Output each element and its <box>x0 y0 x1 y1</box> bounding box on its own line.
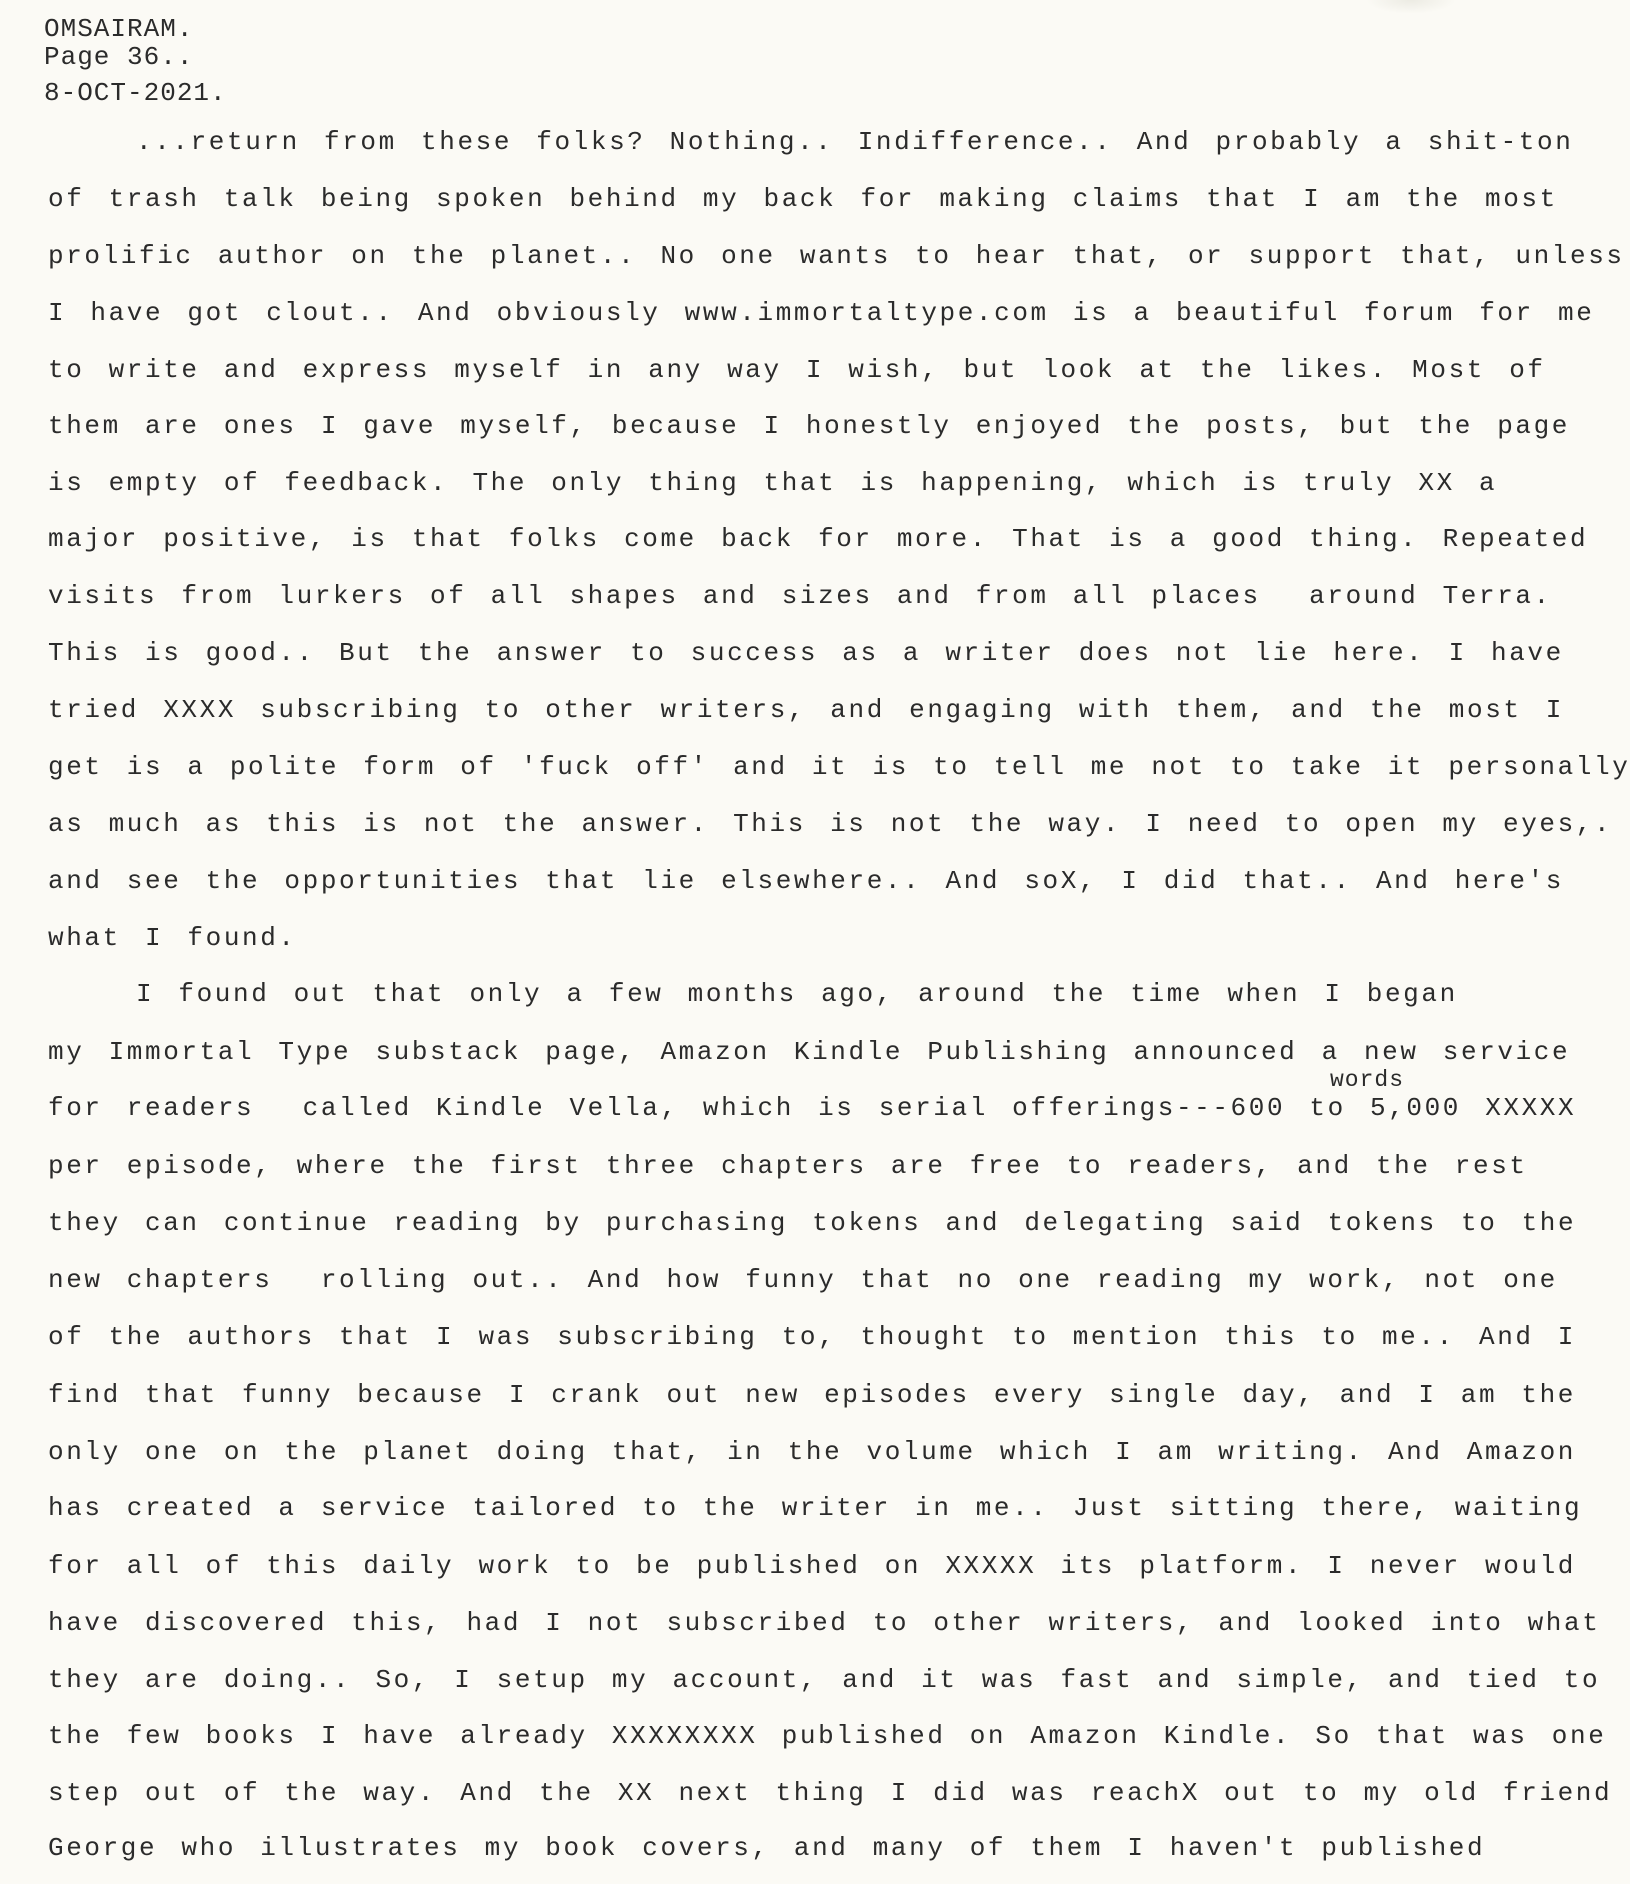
text-line: I found out that only a few months ago, around the time when I began <box>136 979 1458 1009</box>
text-line: visits from lurkers of all shapes and sizes and from all places around Terra. <box>48 581 1552 611</box>
text-line: for readers called Kindle Vella, which is serial offerings---600 to 5,000 XXXXX <box>48 1093 1577 1123</box>
text-line: George who illustrates my book covers, and many of them I haven't published <box>48 1833 1486 1863</box>
text-line: I have got clout.. And obviously www.immortaltype.com is a beautiful forum for me <box>48 298 1595 328</box>
text-line: find that funny because I crank out new episodes every single day, and I am the <box>48 1380 1576 1410</box>
text-line: per episode, where the first three chapters are free to readers, and the rest <box>48 1151 1528 1181</box>
text-line: and see the opportunities that lie elsewhere.. And soX, I did that.. And here's <box>48 866 1564 896</box>
text-line: is empty of feedback. The only thing that is happening, which is truly XX a <box>48 468 1498 498</box>
text-line: get is a polite form of 'fuck off' and it is to tell me not to take it personally <box>48 752 1630 782</box>
text-line: has created a service tailored to the writer in me.. Just sitting there, waiting <box>48 1493 1583 1523</box>
text-line: for all of this daily work to be published on XXXXX its platform. I never would <box>48 1551 1576 1581</box>
text-line: what I found. <box>48 923 297 953</box>
text-line: prolific author on the planet.. No one wants to hear that, or support that, unless <box>48 241 1625 271</box>
text-line: only one on the planet doing that, in the volume which I am writing. And Amazon <box>48 1437 1576 1467</box>
text-line: ...return from these folks? Nothing.. Indifference.. And probably a shit-ton <box>136 127 1574 157</box>
text-line: as much as this is not the answer. This is not the way. I need to open my eyes,. <box>48 809 1613 839</box>
text-line: of trash talk being spoken behind my back for making claims that I am the most <box>48 184 1558 214</box>
header-title: OMSAIRAM. <box>44 14 194 44</box>
text-line: to write and express myself in any way I wish, but look at the likes. Most of <box>48 355 1546 385</box>
header-date: 8-OCT-2021. <box>44 78 227 108</box>
text-line: the few books I have already XXXXXXXX published on Amazon Kindle. So that was one <box>48 1721 1607 1751</box>
text-line: This is good.. But the answer to success as a writer does not lie here. I have <box>48 638 1564 668</box>
text-line: they are doing.. So, I setup my account, and it was fast and simple, and tied to <box>48 1665 1601 1695</box>
text-line: new chapters rolling out.. And how funny that no one reading my work, not one <box>48 1265 1558 1295</box>
text-line: major positive, is that folks come back for more. That is a good thing. Repeated <box>48 524 1589 554</box>
text-line: tried XXXX subscribing to other writers, and engaging with them, and the most I <box>48 695 1564 725</box>
paper-stain <box>1366 0 1456 14</box>
interlinear-insertion: words <box>1330 1067 1405 1093</box>
text-line: they can continue reading by purchasing tokens and delegating said tokens to the <box>48 1208 1577 1238</box>
header-page-number: Page 36.. <box>44 42 194 72</box>
text-line: my Immortal Type substack page, Amazon Kindle Publishing announced a new service <box>48 1037 1571 1067</box>
text-line: them are ones I gave myself, because I honestly enjoyed the posts, but the page <box>48 411 1570 441</box>
text-line: of the authors that I was subscribing to, thought to mention this to me.. And I <box>48 1322 1576 1352</box>
text-line: have discovered this, had I not subscribed to other writers, and looked into what <box>48 1608 1601 1638</box>
text-line: step out of the way. And the XX next thing I did was reachX out to my old friend <box>48 1778 1613 1808</box>
